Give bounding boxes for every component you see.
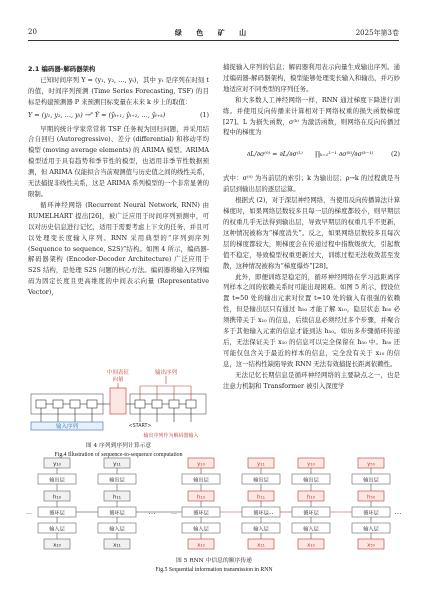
fig5-x-label: x₁₁ xyxy=(113,542,121,549)
fig4-start-token: <START> xyxy=(128,424,152,429)
fig5-caption-en: Fig.5 Sequential information transmission in RNN xyxy=(155,567,273,573)
fig5-output-layer-label: 输出层 xyxy=(303,477,319,484)
paragraph: 无法记忆长期信息是循环神经网络的主要缺点之一，也是注意力机制和 Transformer 被引入深度学 xyxy=(223,370,400,390)
fig5-x-label: x₁₀ xyxy=(307,542,315,549)
equation-number: (1) xyxy=(199,110,209,119)
fig5-input-layer-label: 输入层 xyxy=(253,526,269,533)
figure-4-diagram xyxy=(26,366,212,440)
fig5-ellipsis: … xyxy=(394,508,402,516)
fig5-output-layer-label: 输出层 xyxy=(49,477,65,484)
fig5-h-label: h₁₀ xyxy=(307,494,315,501)
fig5-h-label: h₁₁ xyxy=(113,494,121,501)
fig5-output-layer-label: 输出层 xyxy=(363,477,379,484)
fig5-recurrent-layer-label: 循环层 xyxy=(109,510,125,517)
fig4-input-label: 输入序列 xyxy=(55,424,79,430)
fig5-output-layer-label: 输出层 xyxy=(253,477,269,484)
paragraph: 和大多数人工神经网络一样，RNN 通过梯度下降进行训练。并使用反向传播来计算相对于网络权重的损失函数梯度[27]。L 为损失函数，σ⁽ᵏ⁾ 为激活函数，则网络在反向传播过程中的梯度为 xyxy=(223,95,400,137)
paragraph: 根据式 (2)，对于深层神经网络，当使用反向传播算法计算梯度时，如果网络层数较多且每一层的梯度都较小，则早期层的权重几乎无法得到输出层，导致早期层的权重几乎不更新，这种情况被称为“梯度消失”。反之，如果网络层数较多且每次层的梯度都较大，则梯度会在传递过程中指数级放大，引起数值不稳定，导致模型权重更新过大，训练过程无法收敛甚至发散，这种情况被称为“梯度爆炸”[28]。 xyxy=(223,196,400,270)
fig5-y-label: y₁₀ xyxy=(197,461,205,468)
fig5-recurrent-layer-label: 循环层 xyxy=(303,510,319,517)
page-number: 20 xyxy=(28,28,37,36)
fig5-y-label: y₁₁ xyxy=(113,461,121,468)
fig4-caption-en: Fig.4 Illustration of sequence-to-sequence computation xyxy=(54,452,183,458)
fig4-caption-cn: 图 4 序列到序列计算示意 xyxy=(85,443,152,449)
fig5-h-label: h₅₀ xyxy=(367,494,375,501)
equation-number: (2) xyxy=(390,150,400,159)
fig5-input-layer-label: 输入层 xyxy=(109,526,125,533)
equation-2 xyxy=(223,140,400,170)
running-header xyxy=(28,28,399,40)
header-rule xyxy=(28,40,399,41)
left-column xyxy=(28,62,209,298)
fig5-input-layer-label: 输入层 xyxy=(193,526,209,533)
issue-info: 2025年第3卷 xyxy=(355,29,399,37)
fig4-output-label: 输出序列 xyxy=(154,370,178,376)
paragraph: 已知时间序列 Y = (y₁, y₂, …, yₜ)，其中 yₜ 是序列在时刻 t 的值，时间序列预测 (Time Series Forecasting, TSF) 的目标是构建预测器 P 来预测目标变量在未来 k 步上的取值： xyxy=(28,75,209,106)
fig5-y-label: y₅₀ xyxy=(367,461,375,468)
fig5-h-label: h₁₀ xyxy=(53,494,61,501)
right-column xyxy=(223,62,400,391)
paragraph: 早期的统计学家常常将 TSF 任务视为回归问题，并采用结合自回归 (Autoregressive)、差分 (differential) 和移动平均模型 (moving average elements) 的 ARIMA 模型。ARIMA 模型适用于具有趋势和季节性的模型，也适用非季节性数据预测，但 ARIMA 仅能拟合当前观测值与历史值之间的线性关系，无法捕捉非线性关系，这是 ARIMA 系列模型的一个非常显著的限制。 xyxy=(28,124,209,198)
equation-rhs: ∏ₖ₌₁ᴸ⁻¹ ∂σ⁽ᵏ⁾/∂σ⁽ᵏ⁻¹⁾ xyxy=(315,150,374,159)
paragraph: 式中：σ⁽⁰⁾ 为当前层的索引；k 为输出层；ρ→k 的过程就是当前层到输出层的逐层运算。 xyxy=(223,174,400,194)
fig5-input-layer-label: 输入层 xyxy=(49,526,65,533)
equation-body: Y = (y₁, y₂, …, yₜ) →ᴾ Ŷ = (ŷₜ₊₁, ŷₜ₊₂, …, ŷₜ₊ₖ) xyxy=(28,110,166,119)
fig5-h-label: h₁₀ xyxy=(197,494,205,501)
fig5-y-label: y₁₀ xyxy=(307,461,315,468)
fig5-x-label: x₁₁ xyxy=(257,542,265,549)
journal-name: 绿 色 矿 山 xyxy=(174,28,253,37)
paragraph: 捕捉输入序列的信息；解码器利用表示向量生成输出序列。通过编码器-解码器架构，模型能够处理变长输入和输出，并巧妙地适应对不同类型的序列任务。 xyxy=(223,63,400,93)
fig5-ellipsis: … xyxy=(148,508,156,516)
fig5-h-label: h₁₁ xyxy=(257,494,265,501)
fig5-ellipsis: … xyxy=(26,509,32,516)
fig4-bottom-note: 输出序列作为解码器输入 xyxy=(143,433,199,439)
paragraph: 此外，即便训练是稳定的，循环神经网络在学习远距离序列样本之间的依赖关系时可能出现困难。如图 5 所示，假设位置 t=50 处的输出元素对位置 t=10 处的输入有很强的依赖性，但是输出层只有通过 h₅₀ 才能了解 x₁₀，隐层状态 h₅₀ 必须携带关于 x₁₀ 的信息，后续信息必须经过多个步骤，并聚合多于其他输入元素的信息才能到达 h₅₀。如历多步骤循环传递后，无法保证关于 x₁₀ 的信息可以完全保留在 h₅₀ 中。h₅₀ 还可能仅包含关于最近的样本的信息，完全没有关于 x₁₀ 的信息，这一结构性缺陷导致 RNN 无法有效捕捉长距离依赖性。 xyxy=(223,272,400,368)
fig5-x-label: x₁₀ xyxy=(53,542,61,549)
fig5-recurrent-layer-label: 循环层 xyxy=(253,510,269,517)
figure-5-diagram xyxy=(28,458,400,556)
fig4-vector-label: 向量 xyxy=(112,377,124,383)
fig5-ellipsis: … xyxy=(171,509,177,516)
figure-5-caption xyxy=(28,557,400,575)
fig5-output-layer-label: 输出层 xyxy=(109,477,125,484)
fig5-x-label: x₁₀ xyxy=(197,542,205,549)
fig4-repr-label: 中间表征 xyxy=(106,370,130,376)
fig5-x-label: x₅₀ xyxy=(367,542,375,549)
equation-lhs: ∂L/∂σ⁽⁰⁾ = ∂L/∂σ⁽ᴸ⁾ xyxy=(247,150,303,159)
paragraph: 循环神经网络 (Recurrent Neural Network, RNN) 由 RUMELHART 提出[26]，被广泛应用于时间序列预测中，可以对历史信息进行记忆，适用于需要考虑上下文的任务，并且可以处理变长度输入序列。RNN 采用典型的“序列到序列 (Sequence to sequence, S2S)”结构。如图 4 所示，编码器-解码器架构 (Encoder-Decoder Architecture) 广泛应用于 S2S 结构，是处理 S2S 问题的核心方法。编码器将输入序列编码为固定长度且更高维度的中间表示向量 (Representative Vector)， xyxy=(28,200,209,297)
fig5-input-layer-label: 输入层 xyxy=(303,526,319,533)
fig5-ellipsis: … xyxy=(266,508,274,516)
section-heading: 2.1 编码器-解码器架构 xyxy=(28,65,96,73)
fig5-output-layer-label: 输出层 xyxy=(193,477,209,484)
fig5-y-label: y₁₁ xyxy=(257,461,265,468)
equation-1 xyxy=(28,110,209,121)
fig5-caption-cn: 图 5 RNN 中信息的顺序传递 xyxy=(176,558,252,564)
fig5-input-layer-label: 输入层 xyxy=(363,526,379,533)
fig5-recurrent-layer-label: 循环层 xyxy=(49,510,65,517)
fig5-recurrent-layer-label: 循环层 xyxy=(363,510,379,517)
fig5-recurrent-layer-label: 循环层 xyxy=(193,510,209,517)
fig5-y-label: y₁₀ xyxy=(53,461,61,468)
